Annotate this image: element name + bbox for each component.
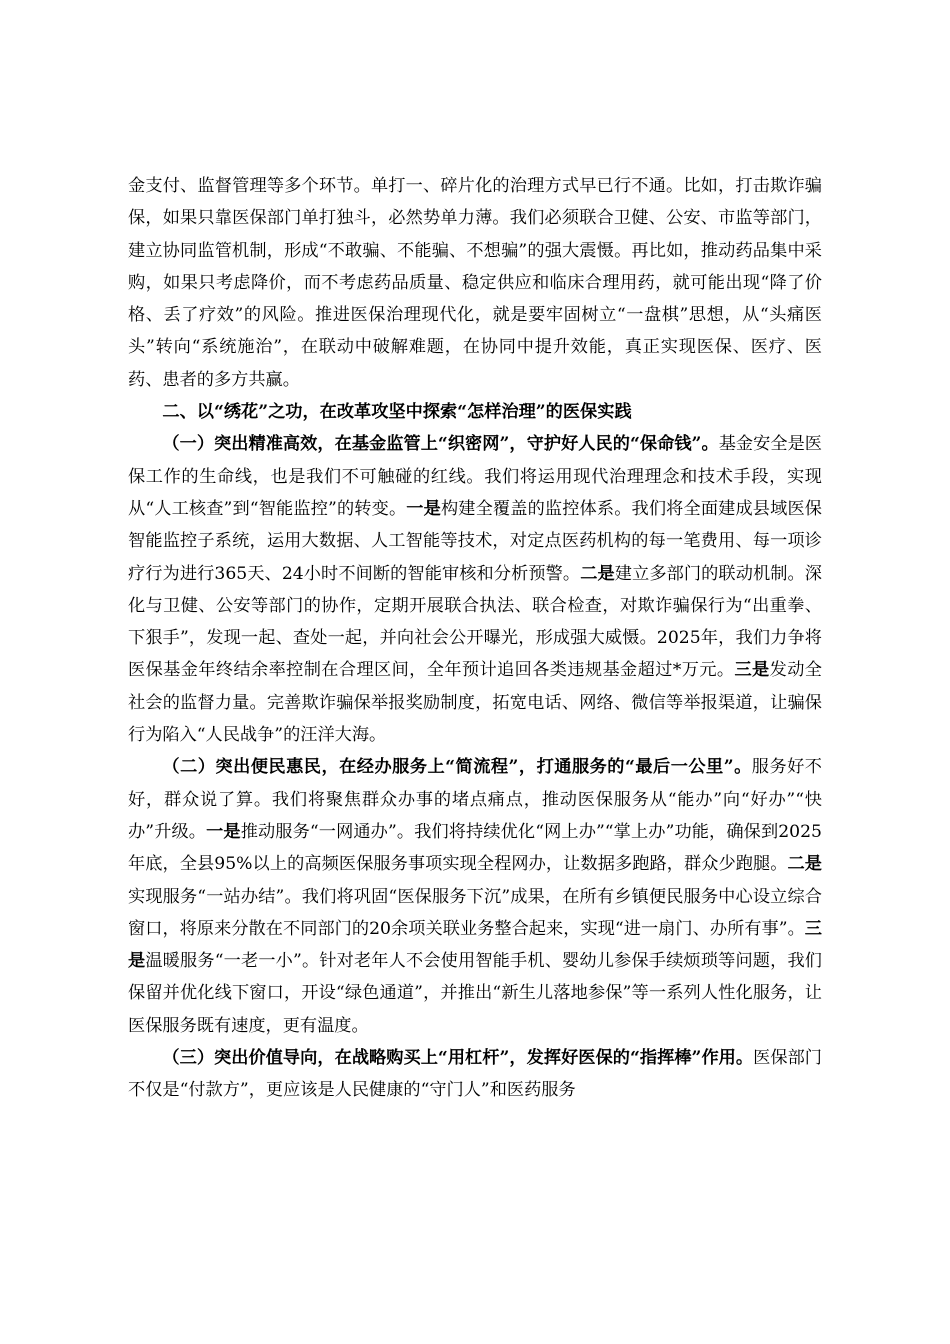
text-run: 温暖服务“一老一小”。针对老年人不会使用智能手机、婴幼儿参保手续烦琐等问题，我们保留并优化线下窗口，开设“绿色通道”，并推出“新生儿落地参保”等一系列人性化服务，让医保服务既有速度，更有温度。: [128, 951, 822, 1036]
keyword: 二是: [787, 854, 822, 875]
paragraph-fund-supervision: [128, 428, 822, 751]
keyword: 三是: [128, 918, 822, 972]
text-run: 推动服务“一网通办”。我们将持续优化“网上办”“掌上办”功能，确保到2025年底，全县95%以上的高频医保服务事项实现全程网办，让数据多跑路，群众少跑腿。: [128, 821, 822, 875]
section-heading: 二、以“绣花”之功，在改革攻坚中探索“怎样治理”的医保实践: [162, 402, 632, 423]
keyword: 二是: [580, 563, 615, 584]
paragraph-service: [128, 751, 822, 1042]
text-run: 建立多部门的联动机制。深化与卫健、公安等部门的协作，定期开展联合执法、联合检查，对欺诈骗保行为“出重拳、下狠手”，发现一起、查处一起，并向社会公开曝光，形成强大威慑。2025年，我们力争将医保基金年终结余率控制在合理区间，全年预计追回各类违规基金超过*万元。: [128, 563, 822, 681]
text-run: 实现服务“一站办结”。我们将巩固“医保服务下沉”成果，在所有乡镇便民服务中心设立综合窗口，将原来分散在不同部门的20余项关联业务整合起来，实现“进一扇门、办所有事”。: [128, 886, 822, 939]
text-run: 医保部门不仅是“付款方”，更应该是人民健康的“守门人”和医药服务: [128, 1048, 822, 1101]
text-run: 基金安全是医保工作的生命线，也是我们不可触碰的红线。我们将运用现代治理理念和技术手段，实现从“人工核查”到“智能监控”的转变。: [128, 434, 822, 519]
subsection-heading: （一）突出精准高效，在基金监管上“织密网”，守护好人民的“保命钱”。: [162, 434, 719, 455]
keyword: 一是: [206, 821, 241, 842]
text-run: 构建全覆盖的监控体系。我们将全面建成县域医保智能监控子系统，运用大数据、人工智能等技术，对定点医药机构的每一笔费用、每一项诊疗行为进行365天、24小时不间断的智能审核和分析预警。: [128, 498, 822, 584]
paragraph-strategic-purchase: [128, 1042, 822, 1107]
subsection-heading: （二）突出便民惠民，在经办服务上“简流程”，打通服务的“最后一公里”。: [162, 757, 752, 778]
text-run: 发动全社会的监督力量。完善欺诈骗保举报奖励制度，拓宽电话、网络、微信等举报渠道，让骗保行为陷入“人民战争”的汪洋大海。: [128, 660, 822, 746]
subsection-heading: （三）突出价值导向，在战略购买上“用杠杆”，发挥好医保的“指挥棒”作用。: [162, 1048, 754, 1069]
text-run: 服务好不好，群众说了算。我们将聚焦群众办事的堵点痛点，推动医保服务从“能办”向“好办”“快办”升级。: [128, 757, 822, 842]
keyword: 三是: [734, 660, 770, 681]
keyword: 一是: [406, 498, 441, 519]
paragraph-intro: 金支付、监督管理等多个环节。单打一、碎片化的治理方式早已行不通。比如，打击欺诈骗保，如果只靠医保部门单打独斗，必然势单力薄。我们必须联合卫健、公安、市监等部门，建立协同监管机制，形成“不敢骗、不能骗、不想骗”的强大震慑。再比如，推动药品集中采购，如果只考虑降价，而不考虑药品质量、稳定供应和临床合理用药，就可能出现“降了价格、丢了疗效”的风险。推进医保治理现代化，就是要牢固树立“一盘棋”思想，从“头痛医头”转向“系统施治”，在联动中破解难题，在协同中提升效能，真正实现医保、医疗、医药、患者的多方共赢。: [128, 176, 822, 390]
